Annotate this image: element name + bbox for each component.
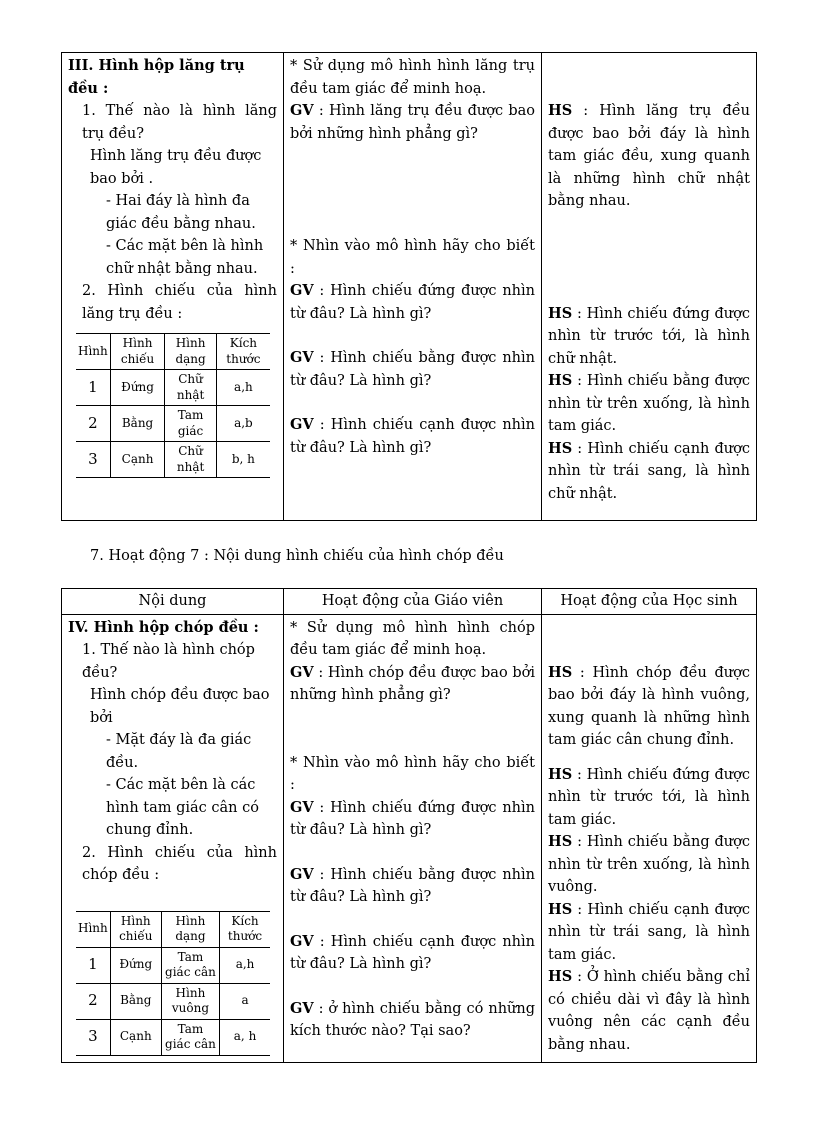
question-1: 1. Thế nào là hình lăng trụ đều? [82,103,277,142]
gv-label: GV [290,416,314,433]
gv-text: : Hình chiếu cạnh được nhìn từ đâu? Là hình gì? [290,933,535,972]
cell-size: a, h [220,1019,270,1055]
cell-view: Bằng [110,983,161,1019]
header-cell: Hình dạng [165,334,216,370]
cell-num: 3 [76,442,110,478]
teacher-question-2 [290,280,535,325]
table-row [76,370,270,406]
lesson-table-prism [61,52,757,521]
hs-label: HS [548,900,573,918]
gv-text: : Hình chiếu bằng được nhìn từ đâu? Là hình gì? [290,866,535,905]
hs-label: HS [548,439,573,457]
teacher-question-5 [290,998,535,1043]
gv-label: GV [290,663,314,681]
student-cell [542,614,757,1062]
header-teacher: Hoạt động của Giáo viên [284,589,542,615]
cell-size: a [220,983,270,1019]
table-row [76,442,270,478]
question-1: 1. Thế nào là hình chóp đều? [82,642,255,681]
gv-text: : ở hình chiếu bằng có những kích thước nào? Tại sao? [290,1000,535,1039]
hs-text: : Hình chiếu bằng được nhìn từ trên xuống, là hình tam giác. [548,373,750,434]
gv-label: GV [290,932,314,950]
student-answer-3 [548,370,750,438]
header-cell: Kích thước [220,911,270,947]
header-content: Nội dung [62,589,284,615]
header-cell: Kích thước [216,334,270,370]
cell-view: Cạnh [110,442,165,478]
cell-view: Đứng [110,947,161,983]
cell-size: a,h [216,370,270,406]
teacher-intro: * Sử dụng mô hình hình chóp đều tam giác để minh hoạ. [290,619,535,658]
answer-1: Hình chóp đều được bao bởi [90,687,270,726]
teacher-intro: * Sử dụng mô hình hình lăng trụ đều tam giác để minh hoạ. [290,58,535,97]
student-answer-4 [548,438,750,506]
gv-text: : Hình chiếu cạnh được nhìn từ đâu? Là hình gì? [290,417,535,456]
header-student: Hoạt động của Học sinh [542,589,757,615]
student-answer-4 [548,899,750,967]
table-row [76,1019,270,1055]
cell-num: 3 [76,1019,110,1055]
answer-item-2: - Các mặt bên là các hình tam giác cân có chung đỉnh. [106,777,259,838]
gv-label: GV [290,282,314,299]
table-row [62,53,757,521]
cell-view: Đứng [110,370,165,406]
teacher-question-3 [290,347,535,392]
cell-num: 2 [76,983,110,1019]
gv-text: : Hình lăng trụ đều được bao bởi những hình phẳng gì? [290,103,535,142]
teacher-question-2 [290,797,535,842]
student-answer-5 [548,966,750,1056]
cell-shape: Tam giác cân [161,1019,219,1055]
hs-text: : Hình chiếu cạnh được nhìn từ trái sang, là hình tam giác. [548,901,750,963]
cell-shape: Hình vuông [161,983,219,1019]
table-row [76,911,270,947]
gv-label: GV [290,798,314,816]
cell-size: b, h [216,442,270,478]
answer-item-1: - Mặt đáy là đa giác đều. [106,732,252,771]
cell-view: Bằng [110,406,165,442]
cell-num: 2 [76,406,110,442]
projection-table [76,333,270,478]
cell-size: a,h [220,947,270,983]
question-2: 2. Hình chiếu của hình chóp đều : [82,844,277,883]
answer-item-1: - Hai đáy là hình đa giác đều bằng nhau. [106,193,256,232]
teacher-cell [284,53,542,521]
header-cell: Hình [76,334,110,370]
content-cell [62,53,284,521]
section-heading: III. Hình hộp lăng trụ đều : [68,57,245,97]
student-answer-1 [548,100,750,213]
student-answer-1 [548,662,750,752]
table-row [62,614,757,1062]
answer-1: Hình lăng trụ đều được bao bởi . [90,148,262,187]
cell-shape: Tam giác [165,406,216,442]
hs-label: HS [548,102,573,119]
table-row [76,947,270,983]
hs-text: : Hình chóp đều được bao bởi đáy là hình vuông, xung quanh là những hình tam giác cân chung đỉnh. [548,664,750,748]
activity-heading: 7. Hoạt động 7 : Nội dung hình chiếu của hình chóp đều [90,548,504,564]
header-cell: Hình chiếu [110,911,161,947]
answer-item-2: - Các mặt bên là hình chữ nhật bằng nhau. [106,238,264,277]
hs-label: HS [548,833,573,850]
header-cell: Hình dạng [161,911,219,947]
section-heading: IV. Hình hộp chóp đều : [68,618,259,636]
student-answer-2 [548,303,750,371]
teacher-observe: * Nhìn vào mô hình hãy cho biết : [290,754,535,793]
gv-label: GV [290,349,314,366]
lesson-table-pyramid [61,588,757,1063]
teacher-observe: * Nhìn vào mô hình hãy cho biết : [290,238,535,277]
header-cell: Hình chiếu [110,334,165,370]
hs-text: : Hình chiếu đứng được nhìn từ trước tới, là hình tam giác. [548,766,750,828]
gv-text: : Hình chóp đều được bao bởi những hình phẳng gì? [290,664,535,703]
gv-text: : Hình chiếu đứng được nhìn từ đâu? Là hình gì? [290,283,535,322]
table-header-row [62,589,757,615]
gv-text: : Hình chiếu đứng được nhìn từ đâu? Là hình gì? [290,799,535,838]
question-2: 2. Hình chiếu của hình lăng trụ đều : [82,283,277,322]
teacher-question-3 [290,864,535,909]
cell-view: Cạnh [110,1019,161,1055]
cell-shape: Tam giác cân [161,947,219,983]
hs-label: HS [548,663,573,681]
table-row [76,406,270,442]
gv-label: GV [290,865,314,883]
header-cell: Hình [76,911,110,947]
teacher-question-4 [290,414,535,459]
student-cell [542,53,757,521]
student-answer-3 [548,831,750,899]
hs-text: : Hình chiếu cạnh được nhìn từ trái sang, là hình chữ nhật. [548,440,750,502]
table-row [76,334,270,370]
hs-label: HS [548,968,573,985]
hs-label: HS [548,765,573,783]
content-cell [62,614,284,1062]
hs-text: : Hình chiếu bằng được nhìn từ trên xuống, là hình vuông. [548,834,750,895]
hs-text: : Hình chiếu đứng được nhìn từ trước tới, là hình chữ nhật. [548,305,750,367]
table-row [76,983,270,1019]
hs-text: : Ở hình chiếu bằng chỉ có chiều dài vì đây là hình vuông nên các cạnh đều bằng nhau. [548,969,750,1053]
cell-shape: Chữ nhật [165,370,216,406]
cell-size: a,b [216,406,270,442]
teacher-question-1 [290,662,535,707]
gv-label: GV [290,999,314,1017]
gv-text: : Hình chiếu bằng được nhìn từ đâu? Là hình gì? [290,350,535,389]
cell-shape: Chữ nhật [165,442,216,478]
teacher-cell [284,614,542,1062]
teacher-question-4 [290,931,535,976]
projection-table [76,911,270,1056]
hs-label: HS [548,372,573,389]
gv-label: GV [290,102,314,119]
student-answer-2 [548,764,750,832]
hs-text: : Hình lăng trụ đều được bao bởi đáy là hình tam giác đều, xung quanh là những hình chữ nhật bằng nhau. [548,103,750,209]
teacher-question-1 [290,100,535,145]
cell-num: 1 [76,947,110,983]
cell-num: 1 [76,370,110,406]
hs-label: HS [548,304,573,322]
